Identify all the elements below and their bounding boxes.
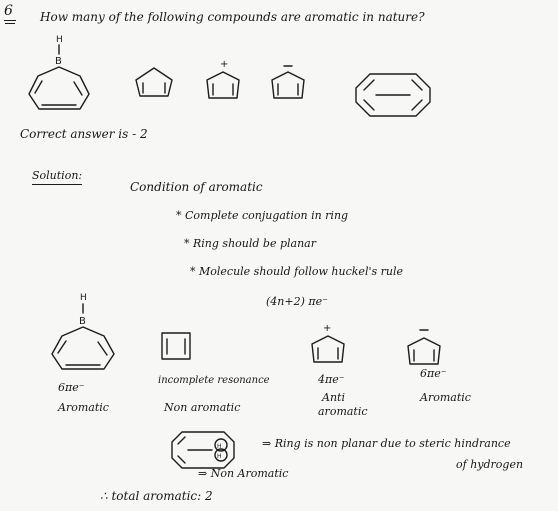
svg-text:B: B xyxy=(55,56,62,67)
cation-electrons: 4πe⁻ xyxy=(318,373,345,386)
huckel-formula: (4n+2) πe⁻ xyxy=(266,295,328,308)
cyclopentadienyl-anion-structure xyxy=(268,58,308,102)
annulene-note-line1: ⇒ Ring is non planar due to steric hindrance xyxy=(262,437,511,450)
annulene-structure xyxy=(352,70,434,120)
total-aromatic: ∴ total aromatic: 2 xyxy=(100,489,213,503)
annulene-analysis-structure xyxy=(168,428,238,472)
annulene-verdict: ⇒ Non Aromatic xyxy=(198,467,289,480)
borepine-verdict: Aromatic xyxy=(58,401,109,414)
question-number-underline-2 xyxy=(5,23,15,24)
anion-verdict: Aromatic xyxy=(420,391,471,404)
cyclopentadiene-verdict: Non aromatic xyxy=(164,401,241,414)
solution-label-underline xyxy=(32,184,82,185)
svg-text:H: H xyxy=(217,443,222,450)
cyclopentadienyl-cation-structure xyxy=(203,58,243,102)
svg-text:H: H xyxy=(80,293,87,303)
svg-text:H: H xyxy=(217,453,222,460)
cyclopentadiene-note: incomplete resonance xyxy=(158,375,270,386)
anion-analysis-structure xyxy=(404,324,444,368)
cyclopentadiene-analysis-structure xyxy=(158,330,194,362)
condition-planar: * Ring should be planar xyxy=(184,237,316,250)
borepine-analysis-structure xyxy=(46,292,122,374)
question-number: 6 xyxy=(4,3,13,19)
anion-electrons: 6πe⁻ xyxy=(420,367,447,380)
cation-verdict-line2: aromatic xyxy=(318,405,368,418)
condition-title: Condition of aromatic xyxy=(130,180,263,194)
correct-answer: Correct answer is - 2 xyxy=(20,127,148,141)
annulene-note-line2: of hydrogen xyxy=(456,458,524,471)
svg-text:+: + xyxy=(323,323,332,334)
question-number-underline xyxy=(4,20,16,21)
question-text: How many of the following compounds are aromatic in nature? xyxy=(40,10,425,24)
cation-verdict-line1: Anti xyxy=(322,391,345,404)
svg-text:+: + xyxy=(220,59,229,70)
condition-conjugation: * Complete conjugation in ring xyxy=(176,209,349,222)
cyclopentadiene-structure xyxy=(132,66,176,100)
svg-text:B: B xyxy=(79,316,86,327)
cation-analysis-structure xyxy=(308,322,348,366)
solution-label: Solution: xyxy=(32,169,83,182)
condition-huckel: * Molecule should follow huckel's rule xyxy=(190,265,403,278)
svg-text:H: H xyxy=(56,35,63,45)
borepine-electrons: 6πe⁻ xyxy=(58,381,85,394)
borepine-structure xyxy=(22,34,98,114)
